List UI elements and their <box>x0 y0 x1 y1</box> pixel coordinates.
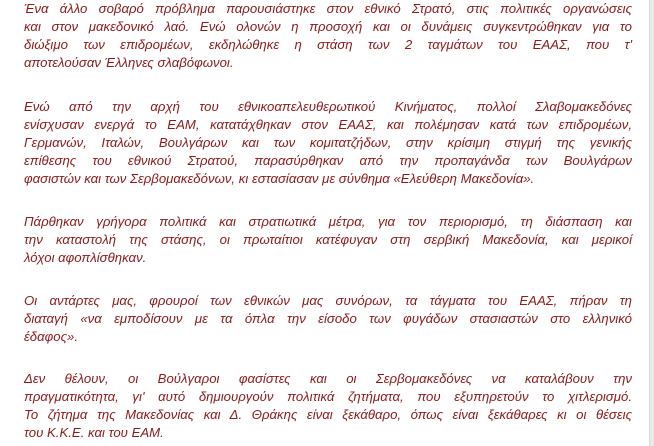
text-line: την καταστολή της στάσης, οι πρωταίτιοι κατέφυγαν στη σερβική Μακεδονία, και μερικοί <box>24 232 632 247</box>
text-line: Ένα άλλο σοβαρό πρόβλημα παρουσιάστηκε στον εθνικό Στρατό, στις πολιτικές οργανώσεις <box>24 1 632 16</box>
paragraph-3 <box>24 213 632 267</box>
text-line: πραγματικότητα, γι' αυτό δημιουργούν πολιτικά ζητήματα, που εξυπηρετούν το χιτλερισμό. <box>24 389 632 404</box>
text-line: φασιστών και των Σερβομακεδόνων, κι εστασίασαν με σύνθημα «Ελεύθερη Μακεδονία». <box>24 171 535 186</box>
text-line: ενίσχυσαν ενεργά το ΕΑΜ, κατατάχθηκαν στον ΕΑΑΣ, και πολέμησαν κατά των επιδρομέων, <box>24 117 632 132</box>
paragraph-2 <box>24 98 632 188</box>
text-line: διώξιμο των επιδρομέων, εκδηλώθηκε η στάση των 2 ταγμάτων του ΕΑΑΣ, που τ' <box>24 37 632 52</box>
text-line: του Κ.Κ.Ε. και του ΕΑΜ. <box>24 425 164 440</box>
paragraph-5 <box>24 370 632 442</box>
text-line: Οι αντάρτες μας, φρουροί των εθνικών μας συνόρων, τα τάγματα του ΕΑΑΣ, πήραν τη <box>24 293 632 308</box>
text-line: διαταγή «να εμποδίσουν με τα όπλα την είσοδο των φυγάδων στασιαστών στο ελληνικό <box>24 311 632 326</box>
text-line: Δεν θέλουν, οι Βούλγαροι φασίστες και οι Σερβομακεδόνες να καταλάβουν την <box>24 371 632 386</box>
text-line: αποτελούσαν Έλληνες σλαβόφωνοι. <box>24 55 234 70</box>
text-line: λόχοι αφοπλίσθηκαν. <box>24 250 147 265</box>
text-line: και στον μακεδονικό λαό. Ενώ ολονών η προσοχή και οι δυνάμεις συγκεντρώθηκαν για το <box>24 19 632 34</box>
page-edge-divider <box>649 0 654 446</box>
text-line: επίθεσης του εθνικού Στρατού, παρασύρθηκαν από την προπαγάνδα των Βουλγάρων <box>24 153 632 168</box>
text-line: Ενώ από την αρχή του εθνικοαπελευθερωτικού Κινήματος, πολλοί Σλαβομακεδόνες <box>24 99 632 114</box>
text-line: έδαφος». <box>24 329 78 344</box>
text-line: Πάρθηκαν γρήγορα πολιτικά και στρατιωτικά μέτρα, για τον περιορισμό, τη διάσπαση και <box>24 214 632 229</box>
paragraph-1 <box>24 0 632 72</box>
text-line: Το ζήτημα της Μακεδονίας και Δ. Θράκης είναι ξεκάθαρο, όπως είναι ξεκάθαρες κι οι θέσεις <box>24 407 632 422</box>
paragraph-4 <box>24 292 632 346</box>
text-line: Γερμανών, Ιταλών, Βουλγάρων και των κομιτατζήδων, στην κρίσιμη στιγμή της γενικής <box>24 135 632 150</box>
